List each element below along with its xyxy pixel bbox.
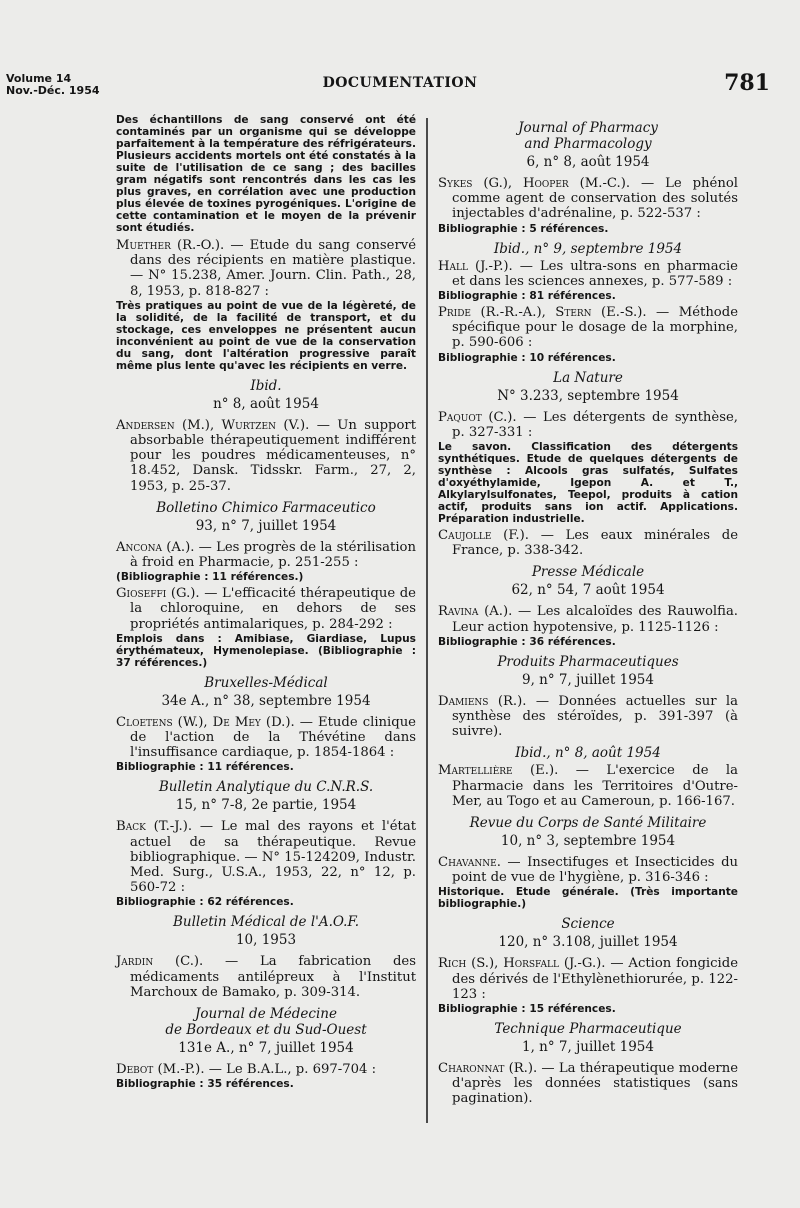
citation-author: Ancona (A.). [116, 539, 195, 555]
citation-text [438, 1061, 738, 1107]
issue-line: 93, n° 7, juillet 1954 [195, 517, 337, 534]
citation-text [116, 238, 416, 299]
citation-title: — Les ultra-sons en pharmacie et dans les sciences annexes, p. 577-589 : [452, 258, 738, 289]
journal-title: Produits Pharmaceutiques [497, 653, 679, 670]
citation-title: — Le mal des rayons et l'état actuel de sa thérapeutique. Revue bibliographique. — N° 15-124209, Industr. Med. Surg., U.S.A., 1953, 22, n° 12, p. 560-72 : [130, 819, 416, 896]
citation-note: (Bibliographie : 11 références.) [116, 571, 304, 584]
citation-title: — L'efficacité thérapeutique de la chloroquine, en dehors de ses propriétés antimalariques, p. 284-292 : [130, 586, 416, 632]
citation-title: — Données actuelles sur la synthèse des stéroïdes, p. 391-397 (à suivre). [452, 693, 738, 740]
citation-note: Le savon. Classification des détergents synthétiques. Etude de quelques détergents de synthèse : Alcools gras sulfatés, Sulfates d'oxyéthylamide, Igepon A. et T., Alkylarylsulfonates, Teepol, produits à cation actif, produits sans ion actif. Applications. Préparation industrielle. [438, 441, 738, 526]
citation-author: Muether (R.-O.). [116, 238, 225, 253]
page-title: DOCUMENTATION [322, 75, 478, 91]
citation-title: — Les eaux minérales de France, p. 338-342. [452, 528, 738, 559]
citation-entry [438, 410, 738, 525]
journal-title: Journal of Pharmacy and Pharmacology [518, 120, 658, 152]
citation-text [438, 855, 738, 885]
citation-text [438, 176, 738, 222]
page-number: 781 [724, 70, 770, 96]
citation-entry [438, 694, 738, 740]
citation-text [438, 528, 738, 558]
citation-note: Historique. Etude générale. (Très importante bibliographie.) [438, 886, 738, 911]
journal-title: Bulletin Analytique du C.N.R.S. [158, 779, 374, 796]
journal-title: Science [561, 916, 615, 933]
issue-date: Nov.-Déc. 1954 [6, 84, 100, 97]
citation-note: Très pratiques au point de vue de la légèreté, de la solidité, de la facilité de transport, et du stockage, ces enveloppes ne présentent aucun inconvénient au point de vue de la conservation du sang, dont l'altération progressive paraît même plus lente qu'avec les récipients en verre. [116, 299, 416, 372]
issue-line: 10, 1953 [235, 932, 297, 949]
issue-line: n° 8, août 1954 [213, 395, 319, 412]
abstract-paragraph: Des échantillons de sang conservé ont été contaminés par un organisme qui se développe parfaitement à la température des réfrigérateurs. Plusieurs accidents mortels ont été constatés à la suite de l'utilisation de ce sang ; des bacilles gram négatifs sont rencontrés dans les cas les plus graves, en corrélation avec une production plus élevée de toxines pyrogéniques. L'origine de cette contamination et le moyen de la prévenir sont étudiés. [116, 114, 416, 234]
citation-title: — Les progrès de la stérilisation à froid en Pharmacie, p. 251-255 : [130, 539, 416, 571]
citation-title: — La fabrication des médicaments antilépreux à l'Institut Marchoux de Bamako, p. 309-314. [130, 954, 416, 1000]
citation-author: Martellière (E.). [438, 763, 559, 779]
citation-text [438, 763, 738, 809]
journal-title: Technique Pharmaceutique [494, 1021, 682, 1038]
citation-text [438, 694, 738, 740]
journal-title: La Nature [553, 369, 623, 386]
citation-entry [116, 954, 416, 1000]
citation-entry [438, 528, 738, 558]
citation-note: Bibliographie : 81 références. [438, 290, 616, 303]
citation-author: Damiens (R.). [438, 693, 527, 709]
citation-entry [116, 238, 416, 372]
citation-note: Bibliographie : 11 références. [116, 761, 294, 774]
journal-title: Revue du Corps de Santé Militaire [469, 815, 707, 832]
citation-text [438, 305, 738, 351]
citation-title: — Le phénol comme agent de conservation des solutés injectables d'adrénaline, p. 522-537 : [452, 176, 738, 222]
citation-note: Bibliographie : 36 références. [438, 635, 616, 648]
citation-text [116, 819, 416, 895]
citation-note: Bibliographie : 62 références. [116, 896, 294, 909]
issue-line: 10, n° 3, septembre 1954 [500, 833, 676, 850]
citation-entry [438, 1061, 738, 1107]
citation-text [116, 715, 416, 761]
issue-line: 6, n° 8, août 1954 [526, 154, 650, 170]
citation-author: Hall (J.-P.). [438, 258, 513, 274]
citation-note: Emplois dans : Amibiase, Giardiase, Lupus érythémateux, Hymenolepiase. (Bibliographie : 37 références.) [116, 632, 416, 669]
citation-note: Bibliographie : 35 références. [116, 1078, 294, 1091]
citation-title: — Action fongicide des dérivés de l'Ethylènethiorurée, p. 122-123 : [452, 956, 738, 1002]
column-divider [426, 118, 428, 1123]
citation-author: Charonnat (R.). [438, 1061, 538, 1077]
citation-author: Gioseffi (G.). [116, 586, 200, 602]
issue-line: 131e A., n° 7, juillet 1954 [178, 1040, 354, 1057]
citation-entry [438, 259, 738, 302]
citation-entry [438, 763, 738, 809]
left-column [116, 114, 416, 1093]
citation-entry [438, 176, 738, 235]
citation-entry [438, 855, 738, 910]
citation-entry [116, 819, 416, 908]
citation-note: Bibliographie : 15 références. [438, 1003, 616, 1016]
citation-title: — Insectifuges et Insecticides du point de vue de l'hygiène, p. 316-346 : [452, 855, 738, 886]
citation-text [116, 1062, 416, 1077]
issue-line: 34e A., n° 38, septembre 1954 [161, 692, 371, 709]
citation-title: — Etude clinique de l'action de la Thévétine dans l'insuffisance cardiaque, p. 1854-1864 : [130, 714, 416, 761]
citation-author: Paquot (C.). [438, 409, 517, 425]
issue-line: N° 3.233, septembre 1954 [497, 387, 679, 404]
citation-title: — Un support absorbable thérapeutiquement indifférent pour les poudres médicamenteuses, n° 18.452, Dansk. Tidsskr. Farm., 27, 2, 1953, p. 25-37. [130, 417, 416, 494]
citation-text [438, 410, 738, 440]
citation-text [116, 586, 416, 632]
volume-label: Volume 14 [6, 72, 72, 85]
citation-entry [116, 540, 416, 583]
citation-entry [116, 1062, 416, 1090]
citation-text [438, 259, 738, 289]
citation-entry [116, 418, 416, 494]
citation-entry [438, 305, 738, 364]
issue-line: 120, n° 3.108, juillet 1954 [498, 934, 678, 951]
citation-title: — Méthode spécifique pour le dosage de la morphine, p. 590-606 : [452, 305, 738, 351]
citation-text [438, 956, 738, 1002]
issue-line: 9, n° 7, juillet 1954 [522, 671, 654, 688]
citation-author: Andersen (M.), Wurtzen (V.). [116, 417, 310, 433]
citation-author: Rich (S.), Horsfall (J.-G.). [438, 956, 606, 972]
citation-text [116, 540, 416, 570]
citation-author: Chavanne. [438, 855, 501, 871]
citation-entry [116, 715, 416, 774]
citation-title: — Les détergents de synthèse, p. 327-331 : [452, 409, 738, 440]
right-column [438, 114, 738, 1110]
citation-author: Sykes (G.), Hooper (M.-C.). [438, 176, 631, 191]
citation-note: Bibliographie : 10 références. [438, 351, 616, 364]
citation-entry [438, 604, 738, 647]
citation-text [116, 954, 416, 1000]
issue-line: 62, n° 54, 7 août 1954 [511, 582, 665, 599]
citation-title: — L'exercice de la Pharmacie dans les Territoires d'Outre-Mer, au Togo et au Cameroun, p. 166-167. [452, 763, 738, 809]
citation-text [116, 418, 416, 494]
journal-title: Presse Médicale [531, 564, 645, 581]
citation-note: Bibliographie : 5 références. [438, 222, 609, 235]
issue-line: 1, n° 7, juillet 1954 [522, 1039, 654, 1056]
issue-line: 15, n° 7-8, 2e partie, 1954 [175, 797, 357, 814]
citation-title: — Etude du sang conservé dans des récipients en matière plastique. — N° 15.238, Amer. Journ. Clin. Path., 28, 8, 1953, p. 818-827 : [130, 238, 417, 299]
citation-entry [116, 586, 416, 669]
journal-title: Bulletin Médical de l'A.O.F. [172, 914, 360, 931]
citation-title: — Le B.A.L., p. 697-704 : [204, 1062, 377, 1078]
citation-text [438, 604, 738, 634]
journal-title: Bolletino Chimico Farmaceutico [156, 499, 376, 516]
citation-author: Ravina (A.). [438, 604, 513, 620]
citation-author: Back (T.-J.). [116, 819, 193, 835]
citation-author: Cloetens (W.), De Mey (D.). [116, 714, 295, 730]
citation-title: — Les alcaloïdes des Rauwolfia. Leur action hypotensive, p. 1125-1126 : [452, 604, 738, 635]
citation-author: Caujolle (F.). [438, 528, 529, 544]
citation-author: Jardin (C.). [116, 954, 204, 970]
journal-title: Journal de Médecine de Bordeaux et du Sud-Ouest [165, 1006, 367, 1039]
citation-author: Pride (R.-R.-A.), Stern (E.-S.). [438, 305, 647, 321]
citation-title: — La thérapeutique moderne d'après les données statistiques (sans pagination). [452, 1061, 738, 1107]
journal-title: Bruxelles-Médical [204, 674, 328, 691]
citation-author: Debot (M.-P.). [116, 1062, 205, 1078]
journal-title: Ibid., n° 8, août 1954 [515, 745, 661, 762]
journal-title: Ibid. [250, 377, 282, 394]
citation-entry [438, 956, 738, 1015]
journal-title: Ibid., n° 9, septembre 1954 [493, 240, 683, 257]
